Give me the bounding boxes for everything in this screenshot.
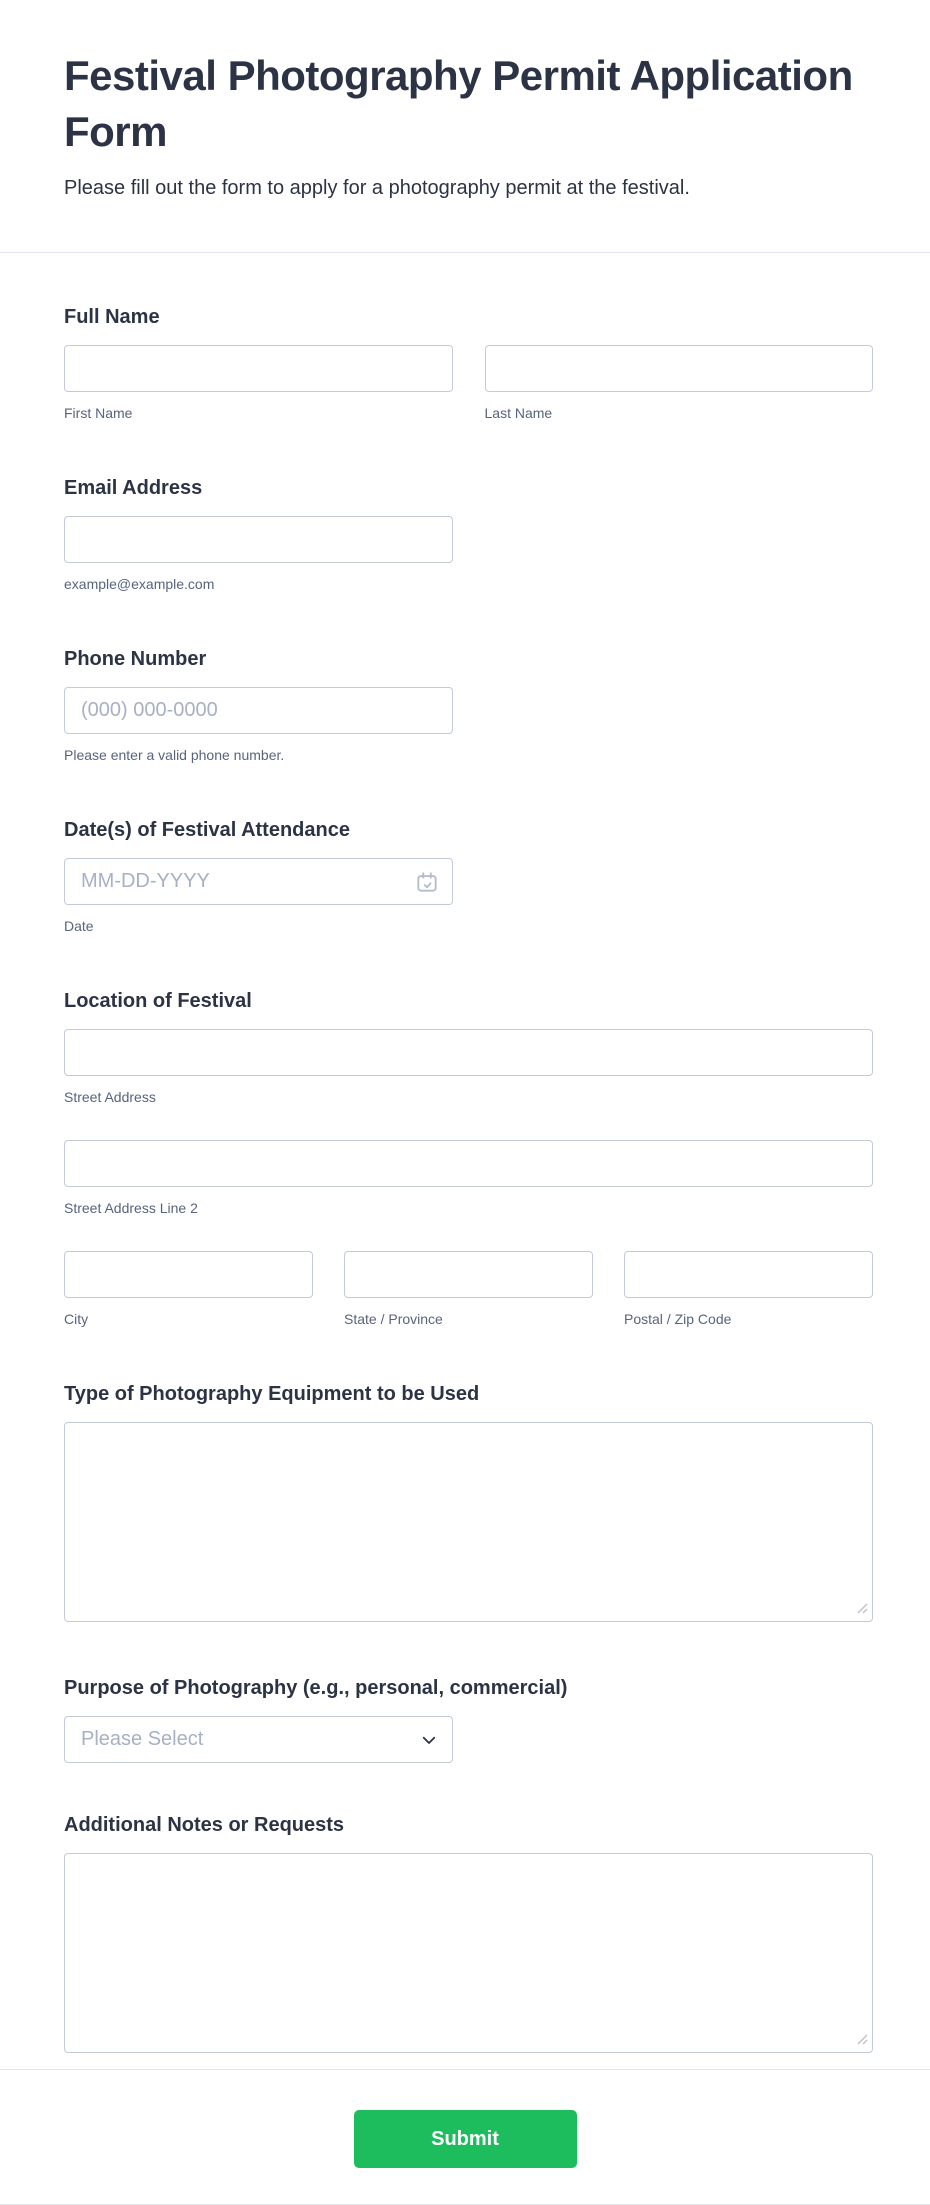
location-label: Location of Festival: [64, 990, 252, 1012]
form-title: [64, 48, 873, 160]
postal-input[interactable]: [624, 1251, 873, 1298]
city-state-zip-row: [64, 1251, 873, 1328]
street-address-field: [64, 1029, 873, 1106]
question-equipment: [64, 1380, 873, 1622]
equipment-textarea[interactable]: [64, 1422, 873, 1622]
full-name-row: [64, 345, 873, 422]
first-name-col: [64, 345, 453, 422]
street-address2-input[interactable]: [64, 1140, 873, 1187]
form-body: [0, 253, 930, 2069]
city-sublabel: City: [64, 1311, 89, 1327]
email-hint: example@example.com: [64, 576, 215, 592]
calendar-check-icon[interactable]: [414, 869, 440, 895]
purpose-label: Purpose of Photography (e.g., personal, commercial): [64, 1677, 568, 1699]
phone-input[interactable]: [64, 687, 453, 734]
email-label: Email Address: [64, 477, 203, 499]
chevron-down-icon: [420, 1731, 438, 1749]
last-name-sublabel: Last Name: [484, 405, 553, 421]
notes-label: Additional Notes or Requests: [64, 1814, 345, 1836]
resize-handle-icon[interactable]: [857, 2034, 868, 2045]
street-address2-field: [64, 1140, 873, 1217]
question-location: [64, 987, 873, 1328]
submit-section: [0, 2069, 930, 2204]
city-col: [64, 1251, 313, 1328]
last-name-input[interactable]: [485, 345, 874, 392]
question-full-name: [64, 303, 873, 422]
form-subtitle: Please fill out the form to apply for a photography permit at the festival.: [64, 177, 690, 199]
last-name-col: [485, 345, 874, 422]
form-title-line-2: Form: [64, 108, 167, 155]
city-input[interactable]: [64, 1251, 313, 1298]
purpose-select[interactable]: [64, 1716, 453, 1763]
phone-label: Phone Number: [64, 648, 207, 670]
resize-handle-icon[interactable]: [857, 1603, 868, 1614]
street-address-input[interactable]: [64, 1029, 873, 1076]
date-input-wrap: [64, 858, 453, 905]
street-address-sublabel: Street Address: [64, 1089, 156, 1105]
phone-hint: Please enter a valid phone number.: [64, 747, 285, 763]
first-name-input[interactable]: [64, 345, 453, 392]
question-purpose: [64, 1674, 873, 1763]
first-name-sublabel: First Name: [64, 405, 133, 421]
date-sublabel: Date: [64, 918, 94, 934]
question-date: [64, 816, 873, 935]
state-sublabel: State / Province: [344, 1311, 443, 1327]
email-input[interactable]: [64, 516, 453, 563]
state-col: [344, 1251, 593, 1328]
submit-button[interactable]: Submit: [354, 2110, 577, 2168]
full-name-label: Full Name: [64, 306, 160, 328]
notes-textarea-wrap: [64, 1853, 873, 2053]
street-address2-sublabel: Street Address Line 2: [64, 1200, 198, 1216]
question-email: [64, 474, 873, 593]
equipment-label: Type of Photography Equipment to be Used: [64, 1383, 480, 1405]
state-input[interactable]: [344, 1251, 593, 1298]
postal-sublabel: Postal / Zip Code: [624, 1311, 732, 1327]
question-phone: [64, 645, 873, 764]
form-title-line-1: Festival Photography Permit Application: [64, 52, 853, 99]
notes-textarea[interactable]: [64, 1853, 873, 2053]
date-input[interactable]: [64, 858, 453, 905]
form-header: [0, 0, 930, 253]
postal-col: [624, 1251, 873, 1328]
purpose-select-value: Please Select: [81, 1728, 204, 1750]
date-label: Date(s) of Festival Attendance: [64, 819, 350, 841]
question-notes: [64, 1811, 873, 2053]
equipment-textarea-wrap: [64, 1422, 873, 1622]
